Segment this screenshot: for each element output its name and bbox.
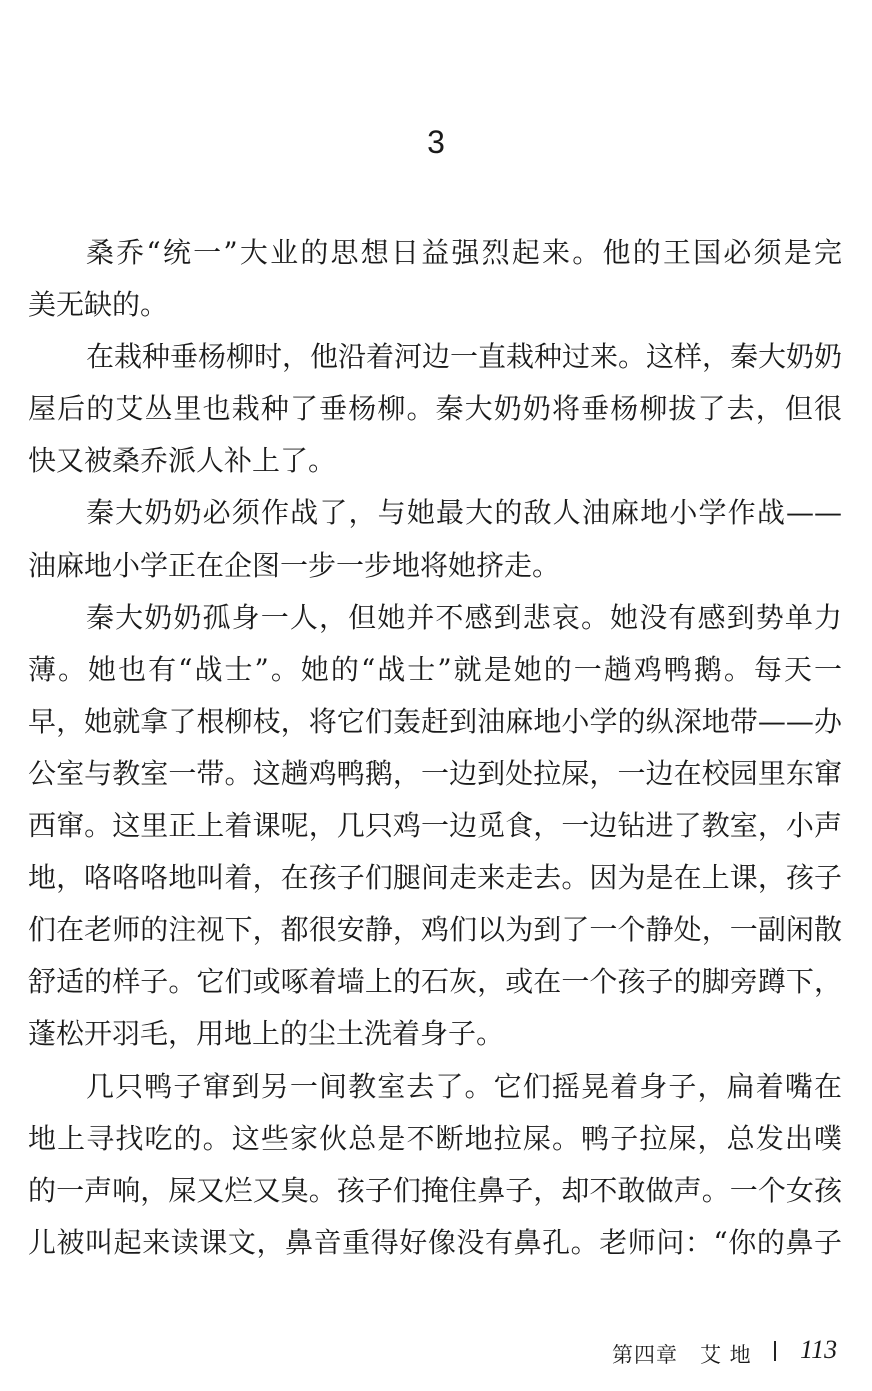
text-line: 桑乔“统一”大业的思想日益强烈起来。他的王国必须是完 xyxy=(86,236,842,269)
text-line: 薄。她也有“战士”。她的“战士”就是她的一趟鸡鸭鹅。每天一 xyxy=(28,652,842,686)
section-number: 3 xyxy=(427,124,445,160)
chapter-title: 第四章 艾 地 xyxy=(612,1343,752,1367)
text-line: 西窜。这里正上着课呢，几只鸡一边觅食，一边钻进了教室，小声 xyxy=(28,809,842,843)
text-line: 秦大奶奶孤身一人，但她并不感到悲哀。她没有感到势单力 xyxy=(86,600,842,634)
paragraph xyxy=(28,1061,842,1269)
text-line: 地，咯咯咯地叫着，在孩子们腿间走来走去。因为是在上课，孩子 xyxy=(28,861,842,895)
text-line: 的一声响，屎又烂又臭。孩子们掩住鼻子，却不敢做声。一个女孩 xyxy=(28,1173,842,1207)
text-line: 儿被叫起来读课文，鼻音重得好像没有鼻孔。老师问：“你的鼻子 xyxy=(28,1225,842,1259)
text-line: 美无缺的。 xyxy=(28,288,169,322)
text-line: 蓬松开羽毛，用地上的尘土洗着身子。 xyxy=(28,1017,505,1051)
page-footer xyxy=(0,1335,872,1369)
text-line: 秦大奶奶必须作战了，与她最大的敌人油麻地小学作战—— xyxy=(86,496,842,530)
paragraph xyxy=(28,487,842,591)
text-line: 公室与教室一带。这趟鸡鸭鹅，一边到处拉屎，一边在校园里东窜 xyxy=(28,756,842,790)
text-line: 在栽种垂杨柳时，他沿着河边一直栽种过来。这样，秦大奶奶 xyxy=(86,340,843,374)
body-text xyxy=(28,227,842,1269)
paragraph xyxy=(28,331,842,487)
page-number: 113 xyxy=(800,1335,838,1364)
text-line: 油麻地小学正在企图一步一步地将她挤走。 xyxy=(28,548,561,582)
text-line: 舒适的样子。它们或啄着墙上的石灰，或在一个孩子的脚旁蹲下， xyxy=(28,965,842,999)
text-line: 几只鸭子窜到另一间教室去了。它们摇晃着身子，扁着嘴在 xyxy=(86,1069,842,1103)
footer-divider xyxy=(774,1341,776,1361)
text-line: 屋后的艾丛里也栽种了垂杨柳。秦大奶奶将垂杨柳拔了去，但很 xyxy=(28,392,842,426)
paragraph xyxy=(28,592,842,1061)
text-line: 早，她就拿了根柳枝，将它们轰赶到油麻地小学的纵深地带——办 xyxy=(28,704,842,738)
text-line: 快又被桑乔派人补上了。 xyxy=(28,444,337,478)
paragraph xyxy=(28,227,842,331)
text-line: 们在老师的注视下，都很安静，鸡们以为到了一个静处，一副闲散 xyxy=(28,913,842,947)
text-line: 地上寻找吃的。这些家伙总是不断地拉屎。鸭子拉屎，总发出噗 xyxy=(28,1121,842,1155)
